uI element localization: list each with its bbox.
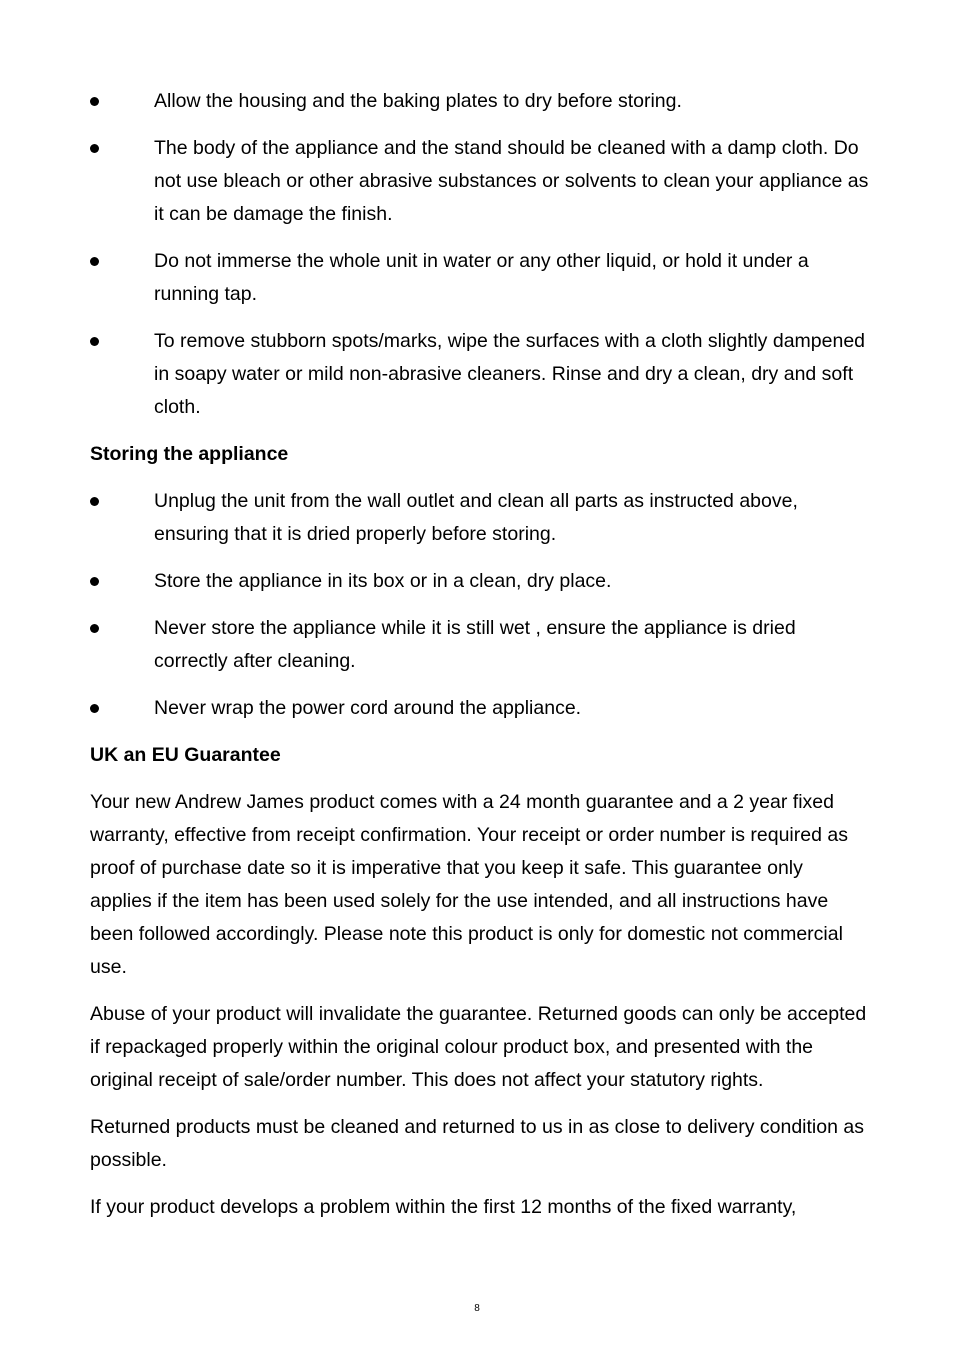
bullet-icon xyxy=(90,257,99,266)
storing-list xyxy=(90,485,870,725)
bullet-icon xyxy=(90,97,99,106)
list-item-text: Never store the appliance while it is still wet , ensure the appliance is dried correctly after cleaning. xyxy=(154,617,796,672)
guarantee-paragraph: If your product develops a problem within the first 12 months of the fixed warranty, xyxy=(90,1196,797,1218)
bullet-icon xyxy=(90,624,99,633)
list-item xyxy=(90,245,870,311)
list-item xyxy=(90,612,870,678)
list-item xyxy=(90,85,870,118)
list-item-text: To remove stubborn spots/marks, wipe the surfaces with a cloth slightly dampened in soapy water or mild non-abrasive cleaners. Rinse and dry a clean, dry and soft cloth. xyxy=(154,330,866,418)
bullet-icon xyxy=(90,704,99,713)
guarantee-paragraph: Abuse of your product will invalidate the guarantee. Returned goods can only be accepted if repackaged properly within the original colour product box, and presented with the original receipt of sale/order number. This does not affect your statutory rights. xyxy=(90,1003,867,1091)
list-item-text: Do not immerse the whole unit in water or any other liquid, or hold it under a running tap. xyxy=(154,250,809,305)
list-item xyxy=(90,132,870,231)
list-item-text: The body of the appliance and the stand should be cleaned with a damp cloth. Do not use bleach or other abrasive substances or solvents to clean your appliance as it can be damage the finish. xyxy=(154,137,869,225)
guarantee-paragraph: Your new Andrew James product comes with a 24 month guarantee and a 2 year fixed warranty, effective from receipt confirmation. Your receipt or order number is required as proof of purchase date so it is imperative that you keep it safe. This guarantee only applies if the item has been used solely for the use intended, and all instructions have been followed accordingly. Please note this product is only for domestic not commercial use. xyxy=(90,791,848,978)
guarantee-paragraph: Returned products must be cleaned and returned to us in as close to delivery condition as possible. xyxy=(90,1116,864,1171)
storing-heading: Storing the appliance xyxy=(90,443,289,465)
bullet-icon xyxy=(90,337,99,346)
page-content xyxy=(90,85,870,1238)
list-item-text: Unplug the unit from the wall outlet and clean all parts as instructed above, ensuring that it is dried properly before storing. xyxy=(154,490,798,545)
list-item-text: Store the appliance in its box or in a clean, dry place. xyxy=(154,570,612,592)
page-number: 8 xyxy=(474,1303,480,1314)
list-item xyxy=(90,325,870,424)
list-item xyxy=(90,485,870,551)
list-item-text: Allow the housing and the baking plates to dry before storing. xyxy=(154,90,682,112)
list-item-text: Never wrap the power cord around the appliance. xyxy=(154,697,582,719)
list-item xyxy=(90,565,870,598)
bullet-icon xyxy=(90,144,99,153)
list-item xyxy=(90,692,870,725)
cleaning-list xyxy=(90,85,870,424)
bullet-icon xyxy=(90,497,99,506)
guarantee-heading: UK an EU Guarantee xyxy=(90,744,281,766)
bullet-icon xyxy=(90,577,99,586)
